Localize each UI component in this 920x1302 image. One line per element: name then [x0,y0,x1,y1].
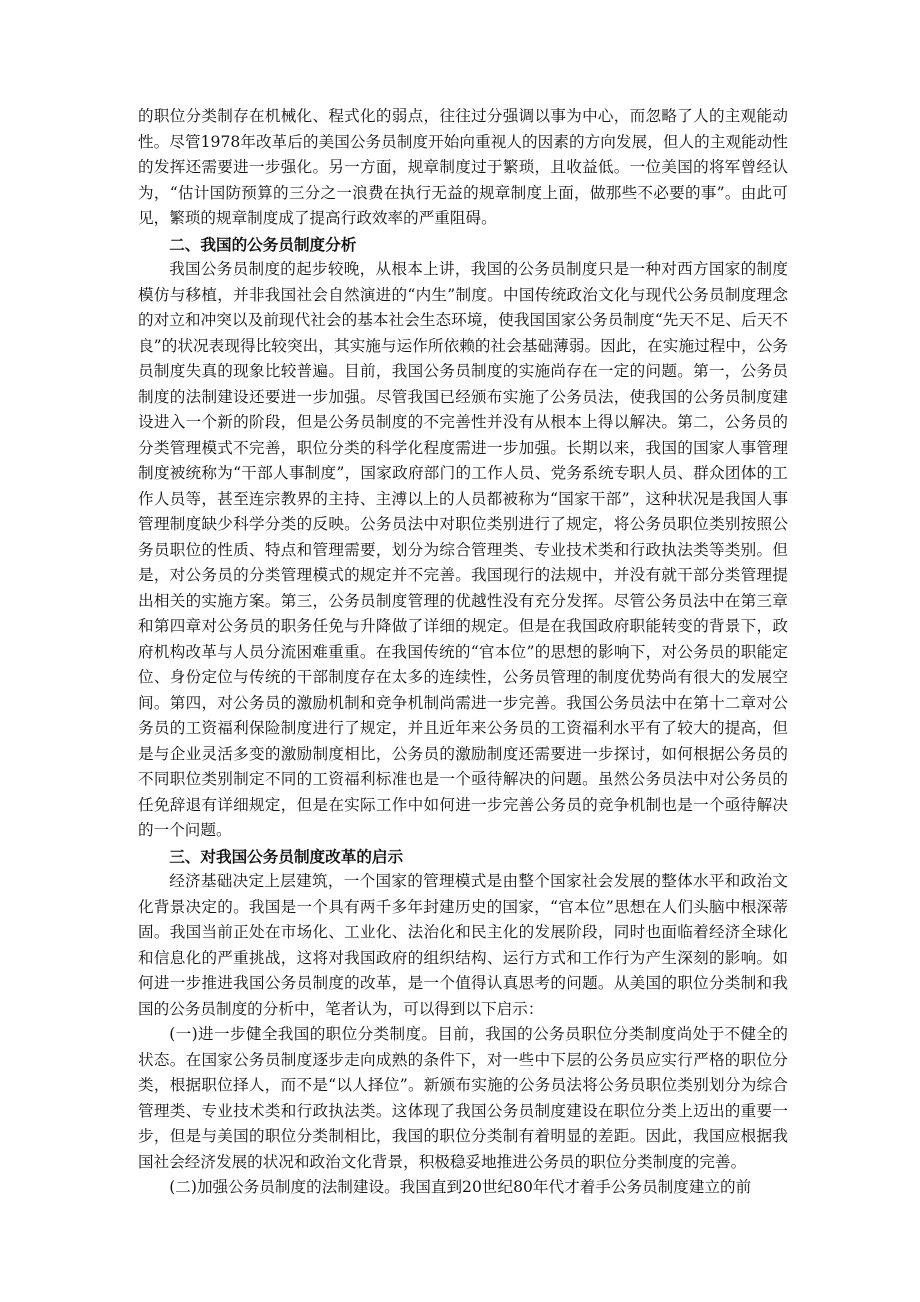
body-paragraph: (一)进一步健全我国的职位分类制度。目前，我国的公务员职位分类制度尚处于不健全的状态。在国家公务员制度逐步走向成熟的条件下，对一些中下层的公务员应实行严格的职位分类，根据职位择人，而不是“以人择位”。新颁布实施的公务员法将公务员职位类别划分为综合管理类、专业技术类和行政执法类。这体现了我国公务员制度建设在职位分类上迈出的重要一步，但是与美国的职位分类制相比，我国的职位分类制有着明显的差距。因此，我国应根据我国社会经济发展的状况和政治文化背景，积极稳妥地推进公务员的职位分类制度的完善。 [138,1025,788,1171]
section-heading: 二、我国的公务员制度分析 [169,234,357,254]
body-paragraph: (二)加强公务员制度的法制建设。我国直到20世纪80年代才着手公务员制度建立的前 [169,1178,752,1196]
body-paragraph: 我国公务员制度的起步较晚，从根本上讲，我国的公务员制度只是一种对西方国家的制度模仿与移植，并非我国社会自然演进的“内生”制度。中国传统政治文化与现代公务员制度理念的对立和冲突以及前现代社会的基本社会生态环境，使我国国家公务员制度“先天不足、后天不良”的状况表现得比较突出，其实施与运作所依赖的社会基础薄弱。因此，在实施过程中，公务员制度失真的现象比较普遍。目前，我国公务员制度的实施尚存在一定的问题。第一，公务员制度的法制建设还要进一步加强。尽管我国已经颁布实施了公务员法，使我国的公务员制度建设进入一个新的阶段，但是公务员制度的不完善性并没有从根本上得以解决。第二，公务员的分类管理模式不完善，职位分类的科学化程度需进一步加强。长期以来，我国的国家人事管理制度被统称为“干部人事制度”，国家政府部门的工作人员、党务系统专职人员、群众团体的工作人员等，甚至连宗教界的主持、主溥以上的人员都被称为“国家干部”，这种状况是我国人事管理制度缺少科学分类的反映。公务员法中对职位类别进行了规定，将公务员职位类别按照公务员职位的性质、特点和管理需要，划分为综合管理类、专业技术类和行政执法类等类别。但是，对公务员的分类管理模式的规定并不完善。我国现行的法规中，并没有就干部分类管理提出相关的实施方案。第三，公务员制度管理的优越性没有充分发挥。尽管公务员法中在第三章和第四章对公务员的职务任免与升降做了详细的规定。但是在我国政府职能转变的背景下，政府机构改革与人员分流困难重重。在我国传统的“官本位”的思想的影响下，对公务员的职能定位、身份定位与传统的干部制度存在太多的连续性，公务员管理的制度优势尚有很大的发展空间。第四，对公务员的激励机制和竞争机制尚需进一步完善。我国公务员法中在第十二章对公务员的工资福利保险制度进行了规定，并且近年来公务员的工资福利水平有了较大的提高，但是与企业灵活多变的激励制度相比，公务员的激励制度还需要进一步探讨，如何根据公务员的不同职位类别制定不同的工资福利标准也是一个亟待解决的问题。虽然公务员法中对公务员的任免辞退有详细规定，但是在实际工作中如何进一步完善公务员的竞争机制也是一个亟待解决的一个问题。 [138,260,788,839]
section-heading: 三、对我国公务员制度改革的启示 [169,846,404,866]
body-paragraph: 经济基础决定上层建筑，一个国家的管理模式是由整个国家社会发展的整体水平和政治文化背景决定的。我国是一个具有两千多年封建历史的国家，“官本位”思想在人们头脑中根深蒂固。我国当前正处在市场化、工业化、法治化和民主化的发展阶段，同时也面临着经济全球化和信息化的严重挑战，这将对我国政府的组织结构、运行方式和工作行为产生深刻的影响。如何进一步推进我国公务员制度的改革，是一个值得认真思考的问题。从美国的职位分类制和我国的公务员制度的分析中，笔者认为，可以得到以下启示： [138,872,788,1018]
document-page [138,104,788,1201]
body-paragraph: 的职位分类制存在机械化、程式化的弱点，往往过分强调以事为中心，而忽略了人的主观能动性。尽管1978年改革后的美国公务员制度开始向重视人的因素的方向发展，但人的主观能动性的发挥还需要进一步强化。另一方面，规章制度过于繁琐，且收益低。一位美国的将军曾经认为，“估计国防预算的三分之一浪费在执行无益的规章制度上面，做那些不必要的事”。由此可见，繁琐的规章制度成了提高行政效率的严重阻碍。 [138,107,788,227]
